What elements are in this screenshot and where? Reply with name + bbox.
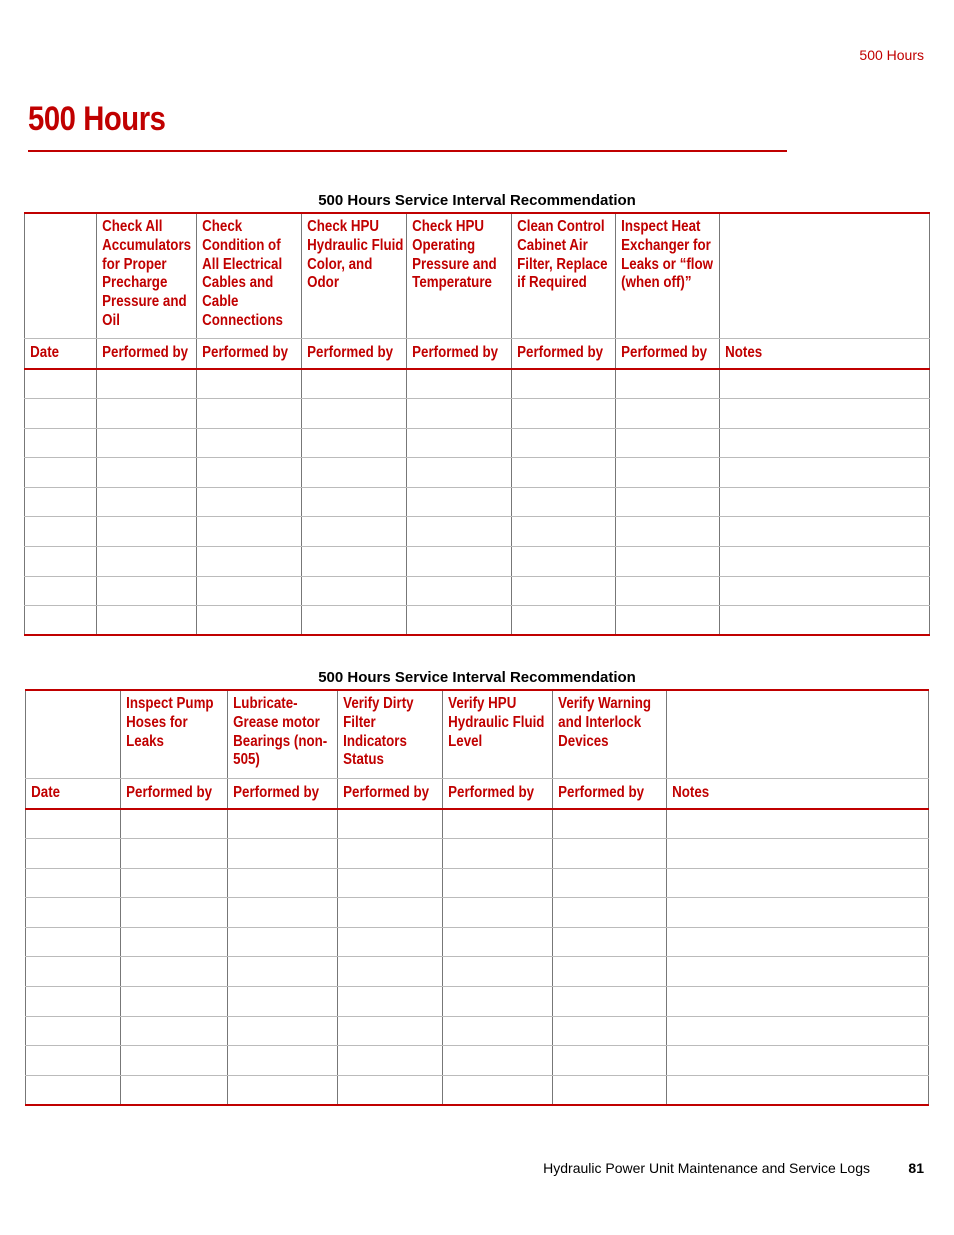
title-rule bbox=[28, 150, 787, 152]
task-header-cell bbox=[25, 213, 97, 338]
task-header-cell bbox=[616, 213, 720, 338]
log-entry-cell[interactable] bbox=[25, 399, 97, 429]
log-entry-row bbox=[26, 927, 929, 957]
log-entry-cell[interactable] bbox=[616, 606, 720, 636]
log-entry-cell[interactable] bbox=[338, 868, 443, 898]
log-entry-row bbox=[26, 839, 929, 869]
column-label-cell bbox=[26, 778, 121, 809]
log-entry-cell[interactable] bbox=[512, 547, 616, 577]
log-entry-cell[interactable] bbox=[553, 957, 667, 987]
log-entry-cell[interactable] bbox=[553, 1046, 667, 1076]
log-entry-cell[interactable] bbox=[197, 517, 302, 547]
column-label-cell bbox=[407, 338, 512, 369]
task-header-row bbox=[26, 690, 929, 778]
column-label: Performed by bbox=[307, 344, 394, 362]
log-entry-cell[interactable] bbox=[443, 957, 553, 987]
log-entry-cell[interactable] bbox=[616, 428, 720, 458]
log-entry-cell[interactable] bbox=[338, 839, 443, 869]
log-entry-row bbox=[26, 957, 929, 987]
log-entry-cell[interactable] bbox=[97, 517, 197, 547]
log-entry-cell[interactable] bbox=[407, 606, 512, 636]
log-entry-cell[interactable] bbox=[443, 1075, 553, 1105]
log-entry-cell[interactable] bbox=[553, 987, 667, 1017]
service-log-table-1 bbox=[24, 212, 930, 636]
log-entry-cell[interactable] bbox=[407, 547, 512, 577]
column-label: Performed by bbox=[343, 784, 430, 802]
log-entry-cell[interactable] bbox=[197, 399, 302, 429]
log-entry-cell[interactable] bbox=[667, 927, 929, 957]
log-entry-cell[interactable] bbox=[228, 868, 338, 898]
log-entry-cell[interactable] bbox=[302, 458, 407, 488]
running-head: 500 Hours bbox=[859, 47, 924, 63]
log-entry-cell[interactable] bbox=[616, 369, 720, 399]
log-entry-cell[interactable] bbox=[512, 399, 616, 429]
log-entry-cell[interactable] bbox=[616, 458, 720, 488]
task-description: Inspect Pump Hoses for Leaks bbox=[126, 695, 214, 750]
log-entry-cell[interactable] bbox=[553, 898, 667, 928]
log-entry-cell[interactable] bbox=[667, 809, 929, 839]
task-description: Clean Control Cabinet Air Filter, Replace if Required bbox=[517, 218, 608, 292]
log-entry-cell[interactable] bbox=[26, 839, 121, 869]
log-entry-cell[interactable] bbox=[121, 898, 228, 928]
task-description: Verify HPU Hydraulic Fluid Level bbox=[448, 695, 545, 750]
log-entry-cell[interactable] bbox=[97, 399, 197, 429]
log-entry-cell[interactable] bbox=[720, 369, 930, 399]
log-entry-cell[interactable] bbox=[228, 1075, 338, 1105]
column-label-cell bbox=[338, 778, 443, 809]
log-entry-cell[interactable] bbox=[338, 898, 443, 928]
log-entry-cell[interactable] bbox=[25, 428, 97, 458]
log-entry-row bbox=[25, 399, 930, 429]
log-entry-cell[interactable] bbox=[553, 1075, 667, 1105]
column-label: Date bbox=[30, 344, 60, 362]
task-description: Check HPU Hydraulic Fluid Color, and Odor bbox=[307, 218, 404, 292]
column-label: Performed by bbox=[558, 784, 645, 802]
log-entry-row bbox=[25, 487, 930, 517]
log-entry-cell[interactable] bbox=[197, 606, 302, 636]
column-label: Performed by bbox=[412, 344, 499, 362]
column-label: Performed by bbox=[202, 344, 289, 362]
log-entry-cell[interactable] bbox=[25, 517, 97, 547]
log-entry-cell[interactable] bbox=[197, 576, 302, 606]
task-description bbox=[667, 691, 891, 695]
log-entry-cell[interactable] bbox=[667, 1075, 929, 1105]
task-description bbox=[26, 691, 107, 695]
log-entry-cell[interactable] bbox=[667, 868, 929, 898]
log-entry-cell[interactable] bbox=[553, 809, 667, 839]
log-entry-cell[interactable] bbox=[25, 547, 97, 577]
log-entry-row bbox=[25, 517, 930, 547]
task-description bbox=[720, 214, 900, 218]
log-entry-cell[interactable] bbox=[667, 1046, 929, 1076]
log-entry-cell[interactable] bbox=[302, 606, 407, 636]
log-entry-cell[interactable] bbox=[197, 369, 302, 399]
log-entry-cell[interactable] bbox=[97, 547, 197, 577]
task-header-cell bbox=[338, 690, 443, 778]
log-entry-cell[interactable] bbox=[720, 487, 930, 517]
column-label-cell bbox=[121, 778, 228, 809]
log-entry-cell[interactable] bbox=[407, 517, 512, 547]
column-label: Notes bbox=[672, 784, 710, 802]
log-entry-cell[interactable] bbox=[407, 399, 512, 429]
task-description: Lubricate- Grease motor Bearings (non- 505) bbox=[233, 695, 328, 769]
log-entry-cell[interactable] bbox=[616, 517, 720, 547]
log-entry-row bbox=[26, 987, 929, 1017]
log-entry-cell[interactable] bbox=[667, 987, 929, 1017]
column-label: Performed by bbox=[517, 344, 604, 362]
log-entry-cell[interactable] bbox=[512, 428, 616, 458]
task-header-cell bbox=[97, 213, 197, 338]
task-header-cell bbox=[720, 213, 930, 338]
log-entry-cell[interactable] bbox=[553, 868, 667, 898]
task-header-cell bbox=[302, 213, 407, 338]
log-entry-cell[interactable] bbox=[97, 428, 197, 458]
log-entry-cell[interactable] bbox=[443, 1016, 553, 1046]
column-label: Performed by bbox=[621, 344, 708, 362]
log-entry-cell[interactable] bbox=[228, 898, 338, 928]
log-entry-cell[interactable] bbox=[228, 987, 338, 1017]
log-entry-cell[interactable] bbox=[25, 458, 97, 488]
log-entry-cell[interactable] bbox=[302, 547, 407, 577]
log-entry-cell[interactable] bbox=[720, 458, 930, 488]
log-entry-cell[interactable] bbox=[338, 957, 443, 987]
log-entry-cell[interactable] bbox=[512, 369, 616, 399]
log-entry-cell[interactable] bbox=[197, 487, 302, 517]
log-entry-cell[interactable] bbox=[26, 987, 121, 1017]
log-entry-cell[interactable] bbox=[720, 517, 930, 547]
log-entry-cell[interactable] bbox=[197, 547, 302, 577]
task-header-cell bbox=[667, 690, 929, 778]
column-label: Notes bbox=[725, 344, 763, 362]
log-entry-row bbox=[26, 1046, 929, 1076]
task-header-cell bbox=[443, 690, 553, 778]
column-label: Date bbox=[31, 784, 61, 802]
column-label-cell bbox=[97, 338, 197, 369]
log-entry-cell[interactable] bbox=[26, 898, 121, 928]
log-entry-cell[interactable] bbox=[97, 576, 197, 606]
log-entry-cell[interactable] bbox=[121, 868, 228, 898]
log-entry-cell[interactable] bbox=[121, 1016, 228, 1046]
log-entry-cell[interactable] bbox=[25, 606, 97, 636]
log-entry-cell[interactable] bbox=[302, 517, 407, 547]
log-entry-cell[interactable] bbox=[407, 487, 512, 517]
log-entry-cell[interactable] bbox=[443, 1046, 553, 1076]
task-header-cell bbox=[228, 690, 338, 778]
log-entry-cell[interactable] bbox=[302, 487, 407, 517]
column-label-cell bbox=[228, 778, 338, 809]
column-label-cell bbox=[443, 778, 553, 809]
column-label-cell bbox=[302, 338, 407, 369]
log-entry-cell[interactable] bbox=[667, 898, 929, 928]
log-entry-cell[interactable] bbox=[407, 369, 512, 399]
task-header-cell bbox=[512, 213, 616, 338]
log-entry-cell[interactable] bbox=[97, 487, 197, 517]
log-entry-cell[interactable] bbox=[121, 927, 228, 957]
log-entry-cell[interactable] bbox=[443, 839, 553, 869]
log-entry-cell[interactable] bbox=[553, 927, 667, 957]
log-entry-cell[interactable] bbox=[26, 1016, 121, 1046]
column-label-cell bbox=[667, 778, 929, 809]
log-entry-cell[interactable] bbox=[302, 399, 407, 429]
log-entry-cell[interactable] bbox=[512, 576, 616, 606]
log-entry-cell[interactable] bbox=[616, 487, 720, 517]
task-description: Verify Warning and Interlock Devices bbox=[558, 695, 651, 750]
log-entry-cell[interactable] bbox=[121, 1075, 228, 1105]
log-entry-cell[interactable] bbox=[338, 1046, 443, 1076]
column-label-cell bbox=[197, 338, 302, 369]
log-entry-cell[interactable] bbox=[26, 868, 121, 898]
log-entry-cell[interactable] bbox=[338, 927, 443, 957]
log-entry-cell[interactable] bbox=[407, 458, 512, 488]
log-entry-cell[interactable] bbox=[667, 1016, 929, 1046]
log-entry-cell[interactable] bbox=[302, 428, 407, 458]
log-entry-cell[interactable] bbox=[228, 957, 338, 987]
log-entry-cell[interactable] bbox=[512, 606, 616, 636]
column-label-cell bbox=[25, 338, 97, 369]
log-entry-cell[interactable] bbox=[616, 547, 720, 577]
log-entry-cell[interactable] bbox=[25, 487, 97, 517]
log-entry-cell[interactable] bbox=[121, 987, 228, 1017]
task-description: Check HPU Operating Pressure and Temperature bbox=[412, 218, 497, 292]
log-entry-cell[interactable] bbox=[443, 809, 553, 839]
column-label-cell bbox=[720, 338, 930, 369]
column-label-row bbox=[25, 338, 930, 369]
log-entry-row bbox=[25, 428, 930, 458]
log-entry-cell[interactable] bbox=[407, 576, 512, 606]
log-entry-cell[interactable] bbox=[720, 606, 930, 636]
log-entry-cell[interactable] bbox=[228, 809, 338, 839]
log-entry-cell[interactable] bbox=[26, 927, 121, 957]
log-entry-cell[interactable] bbox=[616, 399, 720, 429]
log-entry-cell[interactable] bbox=[26, 957, 121, 987]
log-entry-cell[interactable] bbox=[121, 1046, 228, 1076]
log-entry-cell[interactable] bbox=[26, 1046, 121, 1076]
log-entry-cell[interactable] bbox=[26, 1075, 121, 1105]
log-entry-cell[interactable] bbox=[720, 576, 930, 606]
log-entry-cell[interactable] bbox=[443, 898, 553, 928]
service-log-table-2 bbox=[25, 689, 929, 1106]
log-entry-cell[interactable] bbox=[338, 1016, 443, 1046]
log-entry-cell[interactable] bbox=[197, 428, 302, 458]
log-entry-cell[interactable] bbox=[121, 839, 228, 869]
column-label-cell bbox=[616, 338, 720, 369]
log-entry-cell[interactable] bbox=[338, 809, 443, 839]
task-header-cell bbox=[553, 690, 667, 778]
column-label: Performed by bbox=[448, 784, 535, 802]
table-2-caption: 500 Hours Service Interval Recommendation bbox=[318, 669, 636, 686]
task-description: Inspect Heat Exchanger for Leaks or “flow (when off)” bbox=[621, 218, 714, 292]
log-entry-cell[interactable] bbox=[667, 957, 929, 987]
log-entry-row bbox=[25, 458, 930, 488]
task-header-cell bbox=[197, 213, 302, 338]
log-entry-cell[interactable] bbox=[97, 458, 197, 488]
log-entry-cell[interactable] bbox=[338, 987, 443, 1017]
table-1-caption: 500 Hours Service Interval Recommendation bbox=[318, 192, 636, 209]
log-entry-row bbox=[25, 606, 930, 636]
log-entry-cell[interactable] bbox=[197, 458, 302, 488]
log-entry-cell[interactable] bbox=[407, 428, 512, 458]
log-entry-cell[interactable] bbox=[228, 1046, 338, 1076]
task-description: Check All Accumulators for Proper Precharge Pressure and Oil bbox=[102, 218, 192, 329]
log-entry-cell[interactable] bbox=[553, 839, 667, 869]
log-entry-cell[interactable] bbox=[228, 927, 338, 957]
log-entry-row bbox=[26, 868, 929, 898]
page-number: 81 bbox=[908, 1160, 924, 1176]
column-label-cell bbox=[553, 778, 667, 809]
log-entry-cell[interactable] bbox=[720, 399, 930, 429]
column-label-cell bbox=[512, 338, 616, 369]
column-label: Performed by bbox=[102, 344, 189, 362]
log-entry-row bbox=[25, 369, 930, 399]
log-entry-cell[interactable] bbox=[25, 576, 97, 606]
column-label: Performed by bbox=[126, 784, 213, 802]
log-entry-cell[interactable] bbox=[443, 868, 553, 898]
task-header-row bbox=[25, 213, 930, 338]
log-entry-cell[interactable] bbox=[97, 606, 197, 636]
log-entry-cell[interactable] bbox=[443, 987, 553, 1017]
log-entry-cell[interactable] bbox=[512, 458, 616, 488]
log-entry-cell[interactable] bbox=[228, 1016, 338, 1046]
log-entry-cell[interactable] bbox=[553, 1016, 667, 1046]
log-entry-cell[interactable] bbox=[616, 576, 720, 606]
log-entry-cell[interactable] bbox=[121, 957, 228, 987]
log-entry-cell[interactable] bbox=[25, 369, 97, 399]
log-entry-cell[interactable] bbox=[512, 517, 616, 547]
log-entry-cell[interactable] bbox=[667, 839, 929, 869]
task-header-cell bbox=[407, 213, 512, 338]
log-entry-cell[interactable] bbox=[26, 809, 121, 839]
column-label-row bbox=[26, 778, 929, 809]
log-entry-row bbox=[26, 898, 929, 928]
log-entry-cell[interactable] bbox=[512, 487, 616, 517]
task-header-cell bbox=[26, 690, 121, 778]
log-entry-cell[interactable] bbox=[720, 547, 930, 577]
log-entry-row bbox=[26, 1016, 929, 1046]
task-header-cell bbox=[121, 690, 228, 778]
task-description: Verify Dirty Filter Indicators Status bbox=[343, 695, 414, 769]
footer-title: Hydraulic Power Unit Maintenance and Service Logs bbox=[543, 1160, 870, 1176]
log-entry-cell[interactable] bbox=[302, 576, 407, 606]
column-label: Performed by bbox=[233, 784, 320, 802]
log-entry-cell[interactable] bbox=[97, 369, 197, 399]
log-entry-cell[interactable] bbox=[228, 839, 338, 869]
log-entry-row bbox=[25, 547, 930, 577]
log-entry-row bbox=[26, 1075, 929, 1105]
log-entry-cell[interactable] bbox=[720, 428, 930, 458]
log-entry-cell[interactable] bbox=[302, 369, 407, 399]
log-entry-row bbox=[25, 576, 930, 606]
log-entry-cell[interactable] bbox=[338, 1075, 443, 1105]
log-entry-cell[interactable] bbox=[443, 927, 553, 957]
log-entry-cell[interactable] bbox=[121, 809, 228, 839]
task-description: Check Condition of All Electrical Cables and Cable Connections bbox=[202, 218, 283, 329]
page-title: 500 Hours bbox=[28, 100, 166, 138]
task-description bbox=[25, 214, 86, 218]
log-entry-row bbox=[26, 809, 929, 839]
